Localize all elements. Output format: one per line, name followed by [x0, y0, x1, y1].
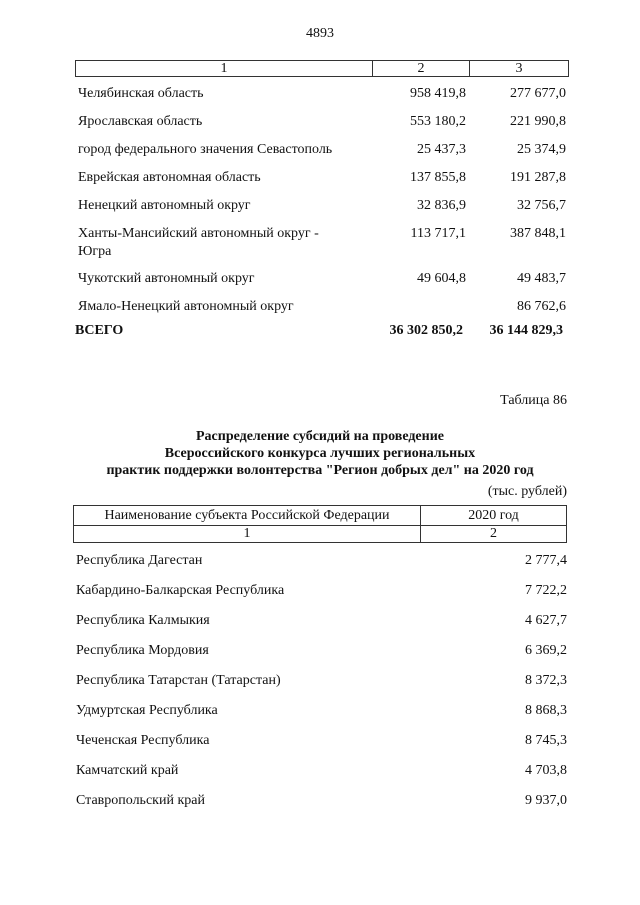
value-2020: 2 777,4: [525, 553, 567, 568]
table-row: [73, 612, 567, 630]
header-year: 2020 год: [468, 508, 519, 523]
value-2020: 7 722,2: [525, 583, 567, 598]
region-name: Камчатский край: [76, 763, 179, 778]
table-title-line: Всероссийского конкурса лучших региональных: [164, 446, 476, 461]
table-row: [75, 169, 569, 187]
value-2020: 6 369,2: [525, 643, 567, 658]
table2-col-number-1: 1: [74, 526, 421, 542]
total-col2: 36 302 850,2: [389, 323, 463, 338]
page-number: 4893: [306, 26, 334, 41]
table-row: [73, 582, 567, 600]
region-name: Республика Татарстан (Татарстан): [76, 673, 281, 688]
table-row: [75, 197, 569, 215]
value-col2: 25 437,3: [417, 142, 466, 157]
table-row: [73, 642, 567, 660]
table-total-row: [75, 322, 569, 340]
region-name: Кабардино-Балкарская Республика: [76, 583, 285, 598]
value-col2: 137 855,8: [410, 170, 466, 185]
region-name: город федерального значения Севастополь: [78, 142, 333, 157]
value-col2: 113 717,1: [410, 226, 466, 241]
region-name: Чеченская Республика: [76, 733, 210, 748]
region-name-line1: Ханты-Мансийский автономный округ -: [78, 226, 319, 241]
value-col2: 958 419,8: [410, 86, 466, 101]
table-title-line: практик поддержки волонтерства "Регион добрых дел" на 2020 год: [106, 463, 534, 478]
value-col2: [350, 298, 466, 316]
value-2020: 9 937,0: [525, 793, 567, 808]
region-name: [75, 225, 350, 261]
table1-col-number-2: 2: [373, 61, 470, 76]
value-2020: 8 868,3: [525, 703, 567, 718]
table-row: [73, 732, 567, 750]
value-col3: 277 677,0: [510, 86, 566, 101]
value-col2: 32 836,9: [417, 198, 466, 213]
table-row: [75, 298, 569, 316]
units-label: (тыс. рублей): [487, 484, 567, 499]
region-name: Ярославская область: [78, 114, 203, 129]
table1-col-number-1: 1: [76, 61, 373, 76]
region-name: Челябинская область: [78, 86, 204, 101]
value-col3: 387 848,1: [510, 226, 566, 241]
value-col3: 86 762,6: [517, 299, 566, 314]
region-name: Ямало-Ненецкий автономный округ: [78, 299, 294, 314]
value-col3: 32 756,7: [517, 198, 566, 213]
table2-column-number-row: [73, 525, 567, 543]
region-name: Ненецкий автономный округ: [78, 198, 251, 213]
table-title: [0, 428, 640, 479]
total-col3: 36 144 829,3: [489, 323, 563, 338]
table-row: [75, 85, 569, 103]
table2-col-number-2: 2: [490, 526, 497, 541]
header-region-name: Наименование субъекта Российской Федерации: [74, 506, 421, 525]
value-2020: 8 372,3: [525, 673, 567, 688]
value-2020: 8 745,3: [525, 733, 567, 748]
table-row: [73, 762, 567, 780]
table-caption: Таблица 86: [500, 393, 567, 408]
region-name-line2: Югра: [78, 244, 112, 259]
table-row: [75, 225, 569, 261]
region-name: Чукотский автономный округ: [78, 271, 255, 286]
value-2020: 4 627,7: [525, 613, 567, 628]
region-name: Республика Дагестан: [76, 553, 203, 568]
value-col3: 49 483,7: [517, 271, 566, 286]
region-name: Удмуртская Республика: [76, 703, 218, 718]
table-row: [75, 270, 569, 288]
region-name: Республика Калмыкия: [76, 613, 210, 628]
region-name: Республика Мордовия: [76, 643, 209, 658]
table-row: [73, 702, 567, 720]
region-name: Ставропольский край: [76, 793, 205, 808]
table-row: [75, 113, 569, 131]
table1-col-number-3: 3: [515, 61, 523, 76]
region-name: Еврейская автономная область: [78, 170, 261, 185]
value-col3: 25 374,9: [517, 142, 566, 157]
table-row: [75, 141, 569, 159]
value-2020: 4 703,8: [525, 763, 567, 778]
table-title-line: Распределение субсидий на проведение: [195, 429, 444, 444]
table-row: [73, 552, 567, 570]
total-label: ВСЕГО: [75, 323, 124, 338]
table-row: [73, 792, 567, 810]
value-col3: 191 287,8: [510, 170, 566, 185]
value-col2: 553 180,2: [410, 114, 466, 129]
table-row: [73, 672, 567, 690]
value-col2: 49 604,8: [417, 271, 466, 286]
table1-column-number-row: [75, 60, 569, 77]
table2-header-row: [73, 505, 567, 526]
value-col3: 221 990,8: [510, 114, 566, 129]
